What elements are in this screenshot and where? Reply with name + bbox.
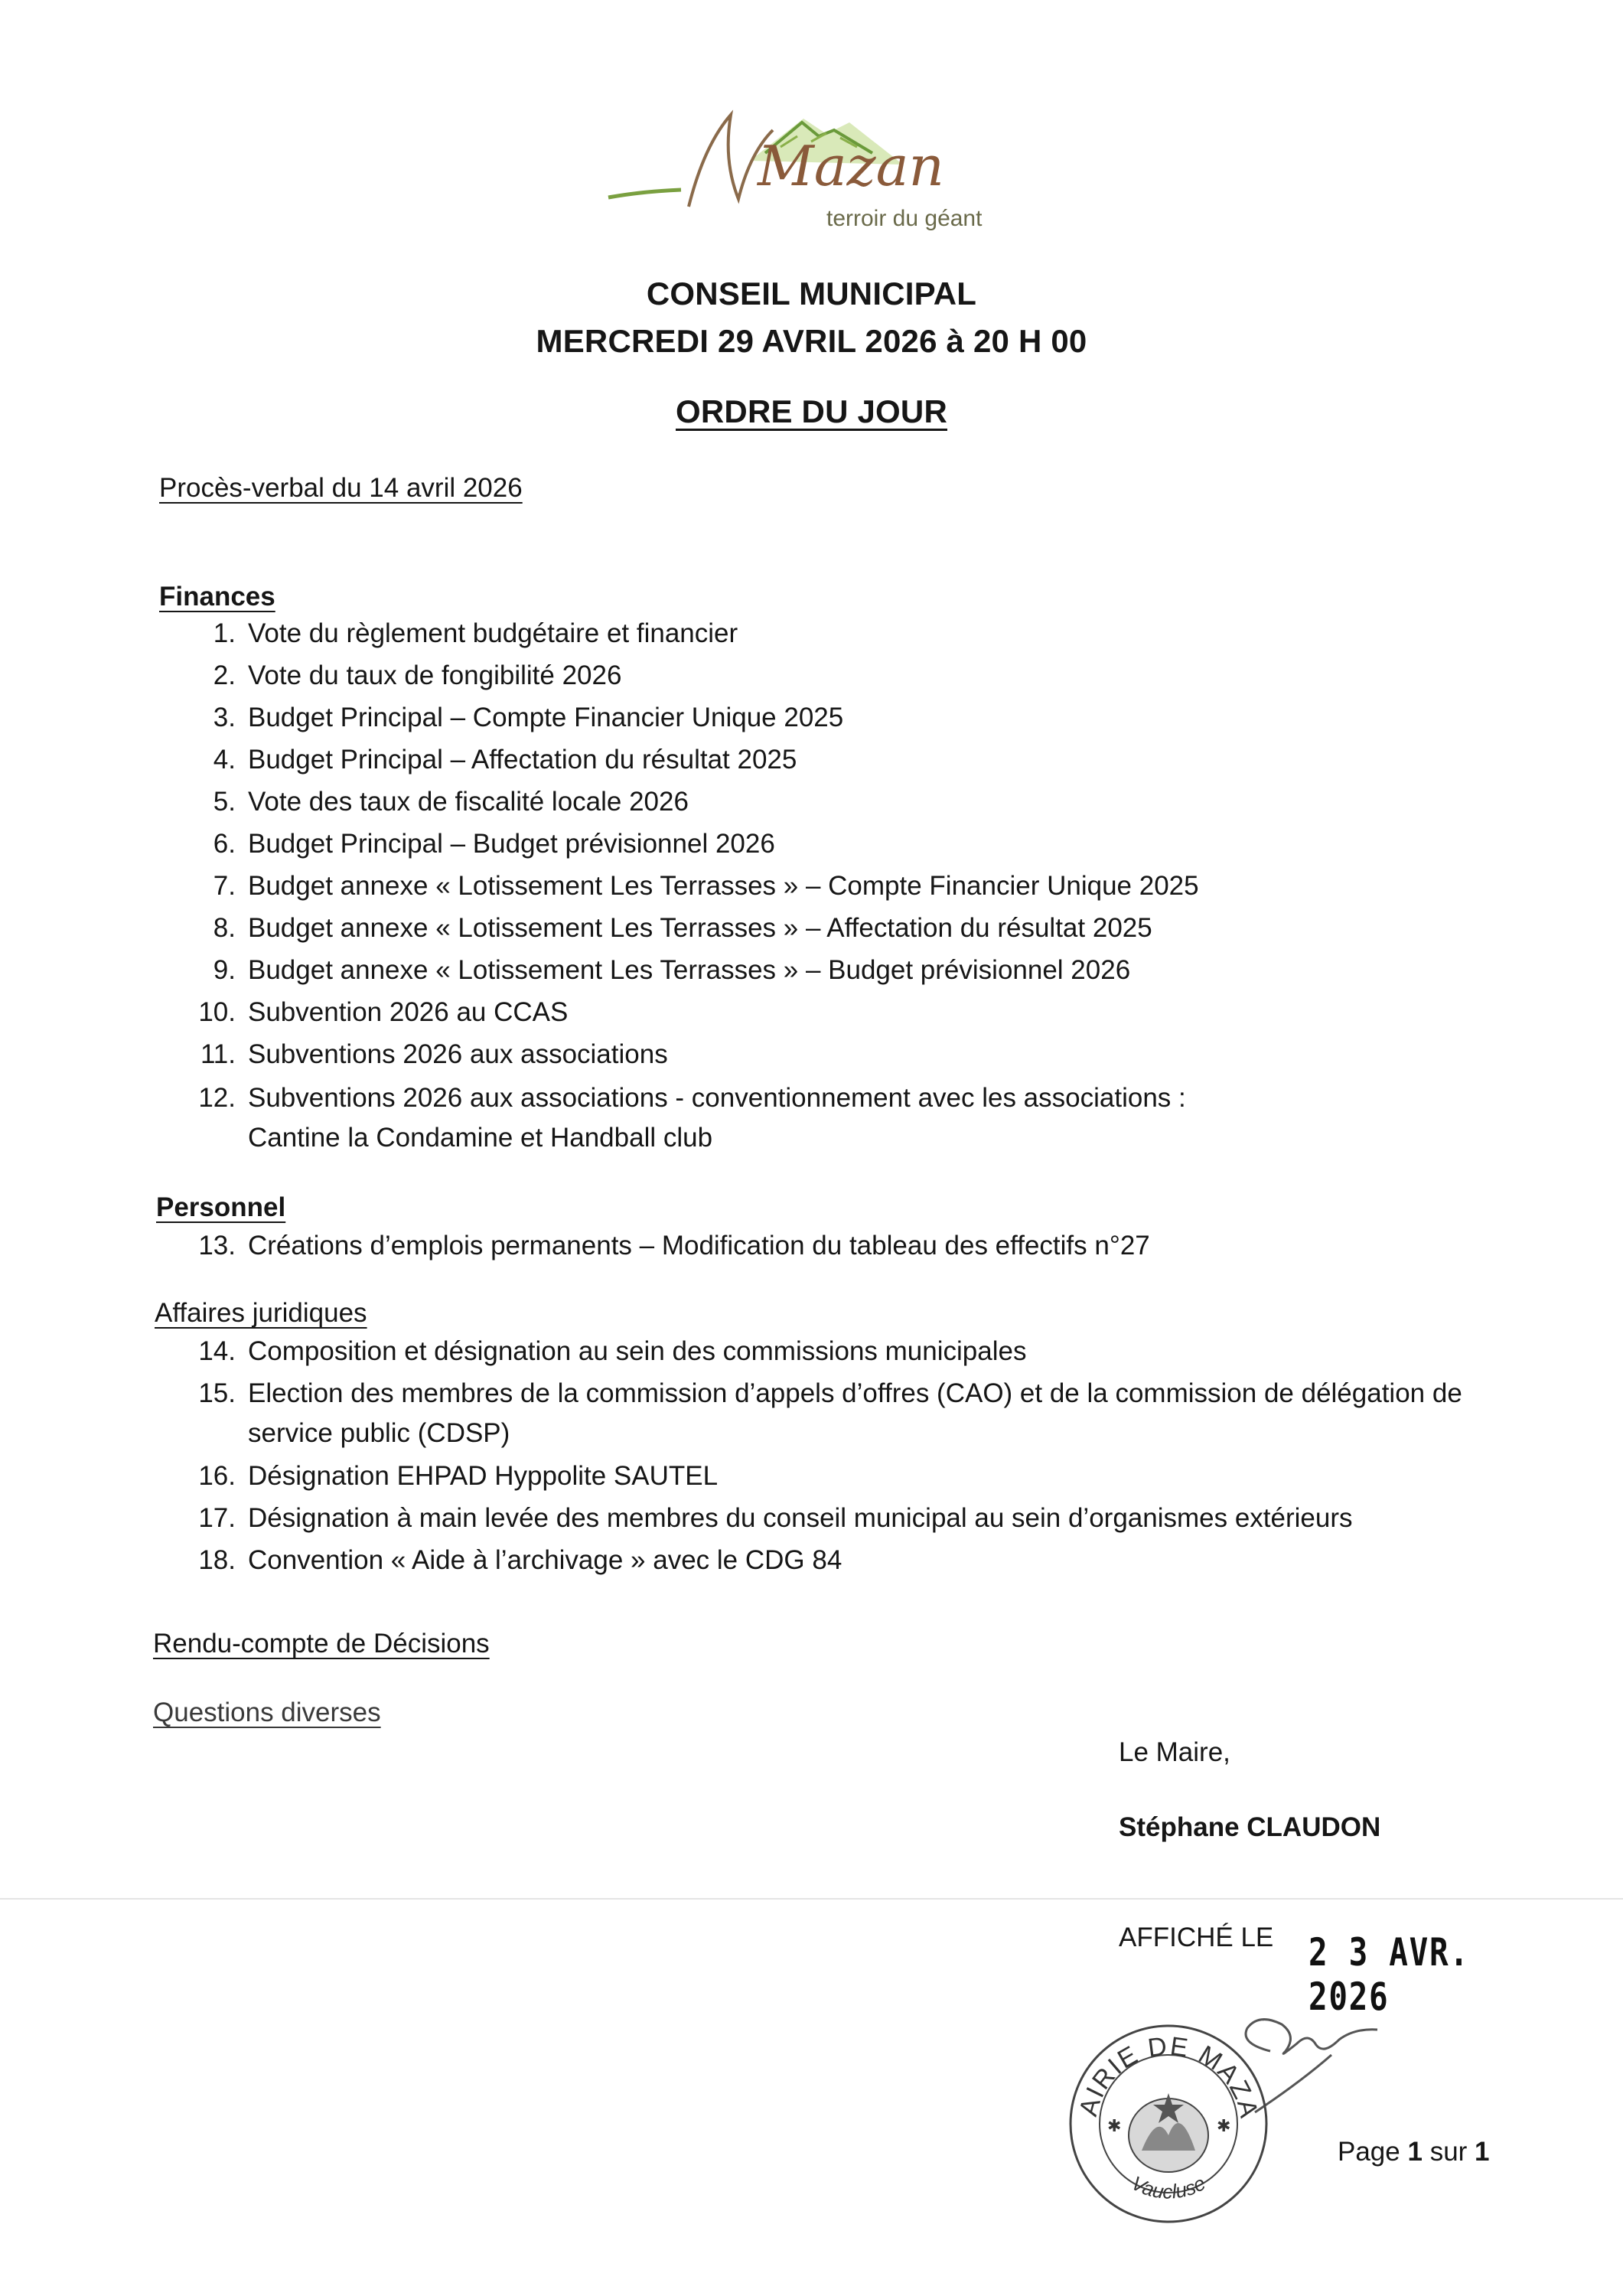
proces-verbal: Procès-verbal du 14 avril 2026	[159, 473, 523, 503]
agenda-item	[182, 1336, 1026, 1367]
item-text: Convention « Aide à l’archivage » avec le CDG 84	[248, 1545, 842, 1575]
item-number: 13.	[198, 1231, 236, 1261]
svg-text:✱: ✱	[1107, 2116, 1122, 2135]
item-number: 7.	[213, 871, 236, 901]
item-text: Vote des taux de fiscalité locale 2026	[248, 787, 689, 817]
item-number: 18.	[198, 1545, 236, 1575]
svg-text:Vaucluse	[1128, 2171, 1210, 2203]
agenda-item	[182, 955, 1130, 986]
stamp-text-bottom: Vaucluse	[1127, 2171, 1210, 2203]
meeting-date: MERCREDI 29 AVRIL 2026 à 20 H 00	[536, 323, 1087, 359]
item-number: 5.	[213, 787, 236, 817]
agenda-item	[182, 1503, 1353, 1534]
item-number: 16.	[198, 1461, 236, 1491]
item-text: Créations d’emplois permanents – Modification du tableau des effectifs n°27	[248, 1231, 1150, 1261]
item-text: Election des membres de la commission d’appels d’offres (CAO) et de la commission de délégation de	[248, 1378, 1462, 1408]
item-number: 12.	[198, 1083, 236, 1113]
item-text: Budget annexe « Lotissement Les Terrasses » – Budget prévisionnel 2026	[248, 955, 1131, 985]
stamp-text-top: AIRIE DE MAZA	[1074, 2031, 1264, 2122]
item-number: 6.	[213, 829, 236, 859]
agenda-item	[182, 829, 775, 859]
page-current: 1	[1407, 2137, 1423, 2167]
section-finances-heading: Finances	[159, 582, 275, 612]
item-number: 1.	[213, 618, 236, 648]
agenda-item	[182, 1083, 1186, 1153]
logo-tagline: terroir du géant	[826, 206, 983, 231]
page-title: CONSEIL MUNICIPAL	[646, 276, 977, 311]
agenda-item	[182, 1231, 1150, 1261]
agenda-item	[182, 1461, 718, 1492]
signature-title: Le Maire,	[1119, 1737, 1230, 1767]
page-middle: sur	[1429, 2137, 1468, 2167]
agenda-item	[182, 745, 797, 775]
signature-name: Stéphane CLAUDON	[1119, 1812, 1381, 1842]
item-text: Désignation EHPAD Hyppolite SAUTEL	[248, 1461, 719, 1491]
item-text: Budget Principal – Affectation du résultat 2025	[248, 745, 797, 775]
page-prefix: Page	[1338, 2137, 1400, 2167]
questions-diverses: Questions diverses	[153, 1698, 381, 1727]
item-text-continuation: service public (CDSP)	[248, 1418, 510, 1448]
agenda-item	[182, 703, 843, 733]
item-number: 17.	[198, 1503, 236, 1533]
item-number: 15.	[198, 1378, 236, 1408]
divider	[0, 1898, 1623, 1900]
item-text: Budget Principal – Budget prévisionnel 2026	[248, 829, 775, 859]
item-number: 8.	[213, 913, 236, 943]
item-text: Composition et désignation au sein des commissions municipales	[248, 1336, 1027, 1366]
agenda-item	[182, 871, 1199, 902]
item-text: Subvention 2026 au CCAS	[248, 997, 569, 1027]
item-number: 11.	[200, 1039, 236, 1069]
mazan-logo-graphic	[597, 99, 1025, 245]
item-number: 4.	[213, 745, 236, 775]
agenda-item	[182, 997, 568, 1028]
item-text: Vote du règlement budgétaire et financier	[248, 618, 738, 648]
page-number	[1338, 2137, 1490, 2167]
item-text-continuation: Cantine la Condamine et Handball club	[248, 1123, 713, 1153]
page-total: 1	[1475, 2137, 1490, 2167]
item-number: 3.	[213, 703, 236, 732]
svg-text:✱: ✱	[1217, 2116, 1231, 2135]
item-text: Subventions 2026 aux associations	[248, 1039, 668, 1069]
item-number: 2.	[213, 660, 236, 690]
agenda-item	[182, 1378, 1462, 1448]
item-text: Budget annexe « Lotissement Les Terrasses » – Compte Financier Unique 2025	[248, 871, 1199, 901]
section-affaires-heading: Affaires juridiques	[155, 1298, 367, 1328]
agenda-item	[182, 913, 1152, 944]
agenda-item	[182, 618, 738, 649]
logo-script: Mazan	[758, 134, 944, 198]
agenda-heading: ORDRE DU JOUR	[676, 393, 947, 429]
item-text: Budget Principal – Compte Financier Unique 2025	[248, 703, 844, 732]
item-text: Subventions 2026 aux associations - conventionnement avec les associations :	[248, 1083, 1186, 1113]
mairie-stamp	[1065, 2020, 1272, 2227]
agenda-item	[182, 787, 689, 817]
agenda-item	[182, 1039, 668, 1070]
rendu-compte: Rendu-compte de Décisions	[153, 1629, 490, 1658]
section-personnel-heading: Personnel	[156, 1192, 286, 1222]
item-number: 10.	[198, 997, 236, 1027]
item-number: 14.	[198, 1336, 236, 1366]
agenda-item	[182, 660, 621, 691]
item-text: Désignation à main levée des membres du conseil municipal au sein d’organismes extérieurs	[248, 1503, 1353, 1533]
mazan-logo	[597, 99, 1025, 245]
item-text: Budget annexe « Lotissement Les Terrasses » – Affectation du résultat 2025	[248, 913, 1152, 943]
agenda-item	[182, 1545, 842, 1576]
item-number: 9.	[213, 955, 236, 985]
posting-label: AFFICHÉ LE	[1119, 1923, 1274, 1952]
item-text: Vote du taux de fongibilité 2026	[248, 660, 622, 690]
posting-date-stamp: 2 3 AVR. 2026	[1309, 1930, 1470, 2019]
